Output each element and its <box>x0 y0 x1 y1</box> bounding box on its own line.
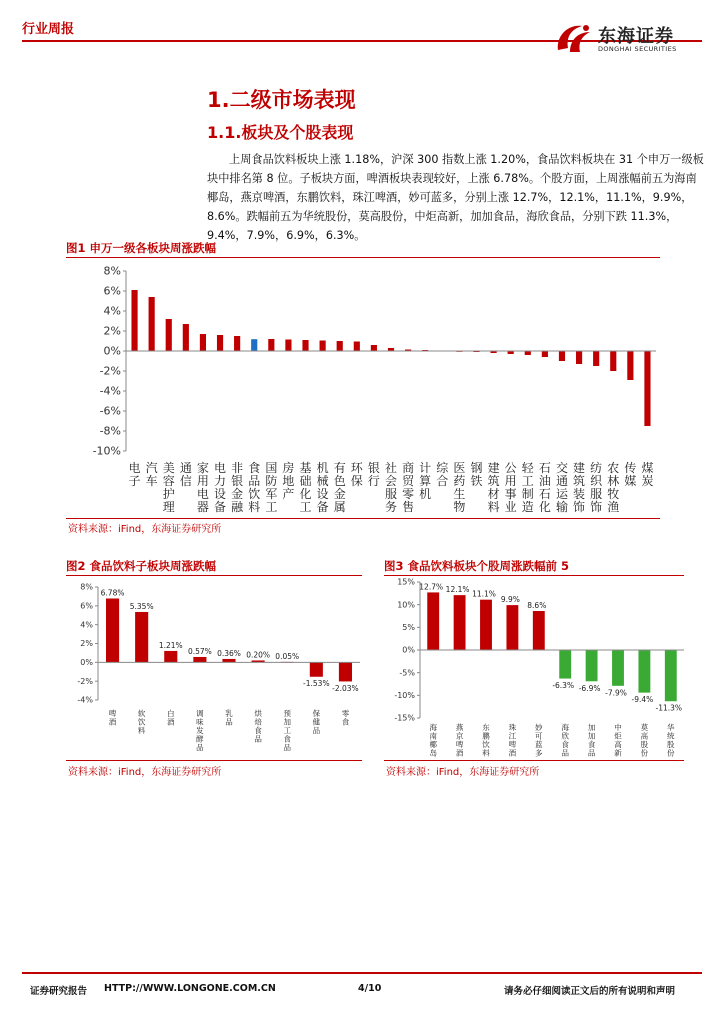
bar-白酒 <box>164 651 177 662</box>
category-label-char: 料 <box>482 748 490 758</box>
category-label-char: 饰 <box>590 500 603 514</box>
footer-page-number: 4/10 <box>358 983 382 994</box>
category-label-char: 工 <box>283 726 291 735</box>
category-label-char: 多 <box>535 748 543 758</box>
y-tick-label: 2% <box>103 324 121 338</box>
bar-燕京啤酒 <box>454 595 466 650</box>
bar-妙可蓝多 <box>533 611 545 650</box>
y-tick-label: -4% <box>77 695 93 705</box>
bar-环保 <box>354 342 360 352</box>
category-label-char: 农 <box>607 461 620 475</box>
data-label: 0.36% <box>217 648 241 658</box>
category-label-char: 品 <box>254 734 262 744</box>
category-label-char: 啤 <box>455 740 464 749</box>
category-label-char: 南 <box>429 731 437 741</box>
category-label-char: 轻 <box>521 461 534 475</box>
bar-莫高股份 <box>638 650 650 693</box>
bar-轻工制造 <box>525 351 531 355</box>
category-label-char: 焙 <box>254 717 262 727</box>
bar-基础化工 <box>302 340 308 351</box>
category-label-char: 华 <box>667 723 675 732</box>
figure3-source-rule <box>384 760 684 761</box>
category-label-char: 产 <box>282 487 295 501</box>
category-label-char: 品 <box>561 748 569 758</box>
category-label-char: 容 <box>162 474 175 488</box>
category-label-char: 织 <box>590 474 603 488</box>
category-label-char: 备 <box>214 500 227 514</box>
category-label-char: 饰 <box>573 500 586 514</box>
category-label-char: 美 <box>162 461 175 475</box>
category-label-char: 加 <box>283 717 291 727</box>
category-label-char: 海 <box>429 723 437 732</box>
y-tick-label: -10% <box>394 691 415 700</box>
footer-divider <box>22 972 702 974</box>
category-label-char: 蓝 <box>535 740 543 749</box>
category-label-char: 防 <box>265 474 278 488</box>
category-label-char: 妙 <box>535 723 543 732</box>
category-label-char: 化 <box>538 500 551 514</box>
category-label-char: 股 <box>640 740 649 749</box>
category-label-char: 军 <box>265 487 278 501</box>
data-label: 6.78% <box>100 588 125 598</box>
category-label-char: 汽 <box>145 461 158 475</box>
bar-煤炭 <box>644 351 650 426</box>
category-label-char: 食 <box>587 740 596 749</box>
category-label-char: 备 <box>316 500 329 514</box>
category-label-char: 商 <box>402 461 415 475</box>
category-label-char: 烘 <box>254 709 262 718</box>
category-label-char: 岛 <box>429 748 437 758</box>
category-label-char: 饮 <box>482 740 490 749</box>
data-label: 12.1% <box>445 585 470 595</box>
category-label-char: 器 <box>196 500 209 514</box>
y-tick-label: 4% <box>80 620 93 630</box>
category-label-char: 酵 <box>196 734 204 744</box>
bar-保健品 <box>310 662 323 676</box>
category-label-char: 力 <box>214 474 227 488</box>
category-label-char: 健 <box>312 717 321 727</box>
footer-website-link[interactable]: HTTP://WWW.LONGONE.COM.CN <box>104 983 276 994</box>
bar-建筑装饰 <box>576 351 582 364</box>
data-label: -11.3% <box>655 703 683 713</box>
category-label-char: 品 <box>196 743 204 752</box>
bar-汽车 <box>149 297 155 351</box>
y-tick-label: -2% <box>99 364 121 378</box>
category-label-char: 乳 <box>225 709 233 718</box>
figure2-source-rule <box>66 760 362 761</box>
category-label-char: 份 <box>667 748 675 758</box>
category-label-char: 子 <box>128 474 141 488</box>
category-label-char: 加 <box>587 723 596 732</box>
bar-家用电器 <box>200 334 206 351</box>
category-label-char: 啤 <box>108 709 117 718</box>
category-label-char: 筑 <box>487 474 500 488</box>
figure2-title-rule <box>66 575 362 576</box>
category-label-char: 础 <box>299 474 312 488</box>
category-label-char: 设 <box>316 487 329 501</box>
category-label-char: 造 <box>521 500 534 514</box>
y-tick-label: 5% <box>402 623 415 632</box>
bar-加加食品 <box>586 650 598 681</box>
y-tick-label: 6% <box>80 601 93 611</box>
category-label-char: 炬 <box>614 731 622 741</box>
category-label-char: 燕 <box>455 723 464 732</box>
bar-通信 <box>183 324 189 351</box>
data-label: -6.9% <box>578 683 601 693</box>
category-label-char: 环 <box>350 461 363 475</box>
data-label: -9.4% <box>631 695 654 705</box>
category-label-char: 电 <box>128 461 141 475</box>
category-label-char: 金 <box>333 487 346 501</box>
y-tick-label: -8% <box>99 424 121 438</box>
category-label-char: 设 <box>214 487 227 501</box>
data-label: -1.53% <box>303 679 330 689</box>
footer-report-label: 证券研究报告 <box>30 986 88 997</box>
category-label-char: 械 <box>316 474 329 488</box>
bar-国防军工 <box>268 339 274 351</box>
category-label-char: 料 <box>248 500 261 514</box>
category-label-char: 理 <box>162 500 175 514</box>
category-label-char: 品 <box>248 474 261 488</box>
category-label-char: 工 <box>265 500 278 514</box>
category-label-char: 电 <box>214 461 227 475</box>
data-label: 0.05% <box>275 651 300 661</box>
y-tick-label: 8% <box>103 264 121 278</box>
category-label-char: 制 <box>521 487 534 501</box>
subsection-heading: 1.1.板块及个股表现 <box>207 123 354 142</box>
chart-subsector-weekly-change <box>66 578 366 758</box>
data-label: 0.20% <box>246 650 271 660</box>
data-label: 12.7% <box>419 582 444 592</box>
bar-中炬高新 <box>612 650 624 686</box>
category-label-char: 渔 <box>607 500 620 514</box>
data-label: -2.03% <box>332 683 359 693</box>
category-label-char: 珠 <box>508 723 517 732</box>
y-tick-label: -10% <box>92 444 121 458</box>
section-heading: 1.二级市场表现 <box>207 88 356 112</box>
category-label-char: 白 <box>167 709 175 718</box>
bar-石油石化 <box>542 351 548 357</box>
figure3-title: 图3 食品饮料板块个股周涨跌幅前 5 <box>384 559 570 573</box>
category-label-char: 输 <box>555 500 568 514</box>
category-label-char: 生 <box>453 487 466 501</box>
category-label-char: 食 <box>341 717 350 727</box>
category-label-char: 用 <box>504 474 517 488</box>
bar-东鹏饮料 <box>480 600 492 650</box>
y-tick-label: -2% <box>77 676 93 686</box>
category-label-char: 煤 <box>641 461 654 475</box>
category-label-char: 可 <box>535 731 543 741</box>
category-label-char: 软 <box>137 709 146 718</box>
category-label-char: 机 <box>316 461 329 475</box>
category-label-char: 通 <box>179 461 192 475</box>
category-label-char: 色 <box>333 474 346 488</box>
bar-珠江啤酒 <box>506 605 518 650</box>
logo-english-text: DONGHAI SECURITIES <box>598 45 677 53</box>
category-label-char: 牧 <box>607 487 620 501</box>
category-label-char: 计 <box>419 461 432 475</box>
category-label-char: 建 <box>573 461 586 475</box>
y-tick-label: 4% <box>103 304 121 318</box>
category-label-char: 算 <box>419 474 432 488</box>
bar-交通运输 <box>559 351 565 361</box>
bar-啤酒 <box>106 598 119 662</box>
category-label-char: 预 <box>283 709 291 718</box>
category-label-char: 银 <box>367 461 380 475</box>
chart-sector-weekly-change <box>66 260 666 516</box>
y-tick-label: 6% <box>103 284 121 298</box>
category-label-char: 银 <box>231 474 244 488</box>
bar-非银金融 <box>234 336 240 351</box>
category-label-char: 交 <box>555 461 568 475</box>
category-label-char: 中 <box>614 723 622 732</box>
y-tick-label: 0% <box>80 658 93 667</box>
category-label-char: 筑 <box>573 474 586 488</box>
y-tick-label: 0% <box>103 344 121 358</box>
bar-华统股份 <box>665 650 677 701</box>
category-label-char: 国 <box>265 461 278 475</box>
data-label: -7.9% <box>605 688 627 698</box>
category-label-char: 地 <box>282 474 295 488</box>
category-label-char: 东 <box>482 723 490 732</box>
figure1-title: 图1 申万一级各板块周涨跌幅 <box>66 241 217 255</box>
category-label-char: 事 <box>504 487 517 501</box>
category-label-char: 油 <box>538 474 551 488</box>
category-label-char: 材 <box>487 487 500 501</box>
data-label: 1.21% <box>158 640 183 650</box>
category-label-char: 媒 <box>624 474 637 488</box>
category-label-char: 椰 <box>429 740 437 749</box>
category-label-char: 护 <box>162 487 175 501</box>
category-label-char: 贸 <box>402 474 415 488</box>
category-label-char: 调 <box>196 709 204 718</box>
data-label: 5.35% <box>129 601 154 611</box>
category-label-char: 社 <box>384 461 398 475</box>
category-label-char: 品 <box>587 748 596 758</box>
bar-纺织服饰 <box>593 351 599 366</box>
figure2-source: 资料来源：iFind，东海证券研究所 <box>68 767 222 778</box>
bar-零食 <box>339 662 352 681</box>
bar-食品饮料 <box>251 339 257 351</box>
data-label: 11.1% <box>472 589 496 599</box>
category-label-char: 统 <box>667 731 675 741</box>
category-label-char: 非 <box>231 461 244 475</box>
category-label-char: 发 <box>196 726 204 735</box>
category-label-char: 高 <box>640 731 649 741</box>
bar-房地产 <box>285 340 291 352</box>
y-tick-label: 2% <box>80 639 93 649</box>
category-label-char: 行 <box>367 474 380 488</box>
category-label-char: 品 <box>225 717 233 727</box>
y-tick-label: 0% <box>402 645 415 655</box>
category-label-char: 业 <box>504 500 517 514</box>
category-label-char: 会 <box>384 474 398 488</box>
category-label-char: 用 <box>196 474 209 488</box>
category-label-char: 品 <box>283 743 291 752</box>
report-type-label: 行业周报 <box>22 22 75 37</box>
bar-美容护理 <box>166 319 172 351</box>
category-label-char: 保 <box>350 474 363 488</box>
category-label-char: 属 <box>333 500 346 514</box>
figure1-title-rule <box>66 257 660 258</box>
category-label-char: 啤 <box>508 740 517 749</box>
bar-银行 <box>371 345 377 351</box>
category-label-char: 服 <box>384 487 398 501</box>
bar-传媒 <box>627 351 633 380</box>
category-label-char: 石 <box>538 461 551 475</box>
figure2-title: 图2 食品饮料子板块周涨跌幅 <box>66 559 217 573</box>
category-label-char: 料 <box>137 726 146 735</box>
bar-机械设备 <box>320 341 326 352</box>
bar-海南椰岛 <box>427 592 439 650</box>
category-label-char: 林 <box>607 474 620 488</box>
category-label-char: 食 <box>283 734 291 744</box>
category-label-char: 品 <box>312 726 321 735</box>
category-label-char: 房 <box>282 461 295 475</box>
category-label-char: 化 <box>299 487 312 501</box>
bar-电力设备 <box>217 335 223 351</box>
logo-chinese-text: 东海证券 <box>598 26 674 47</box>
category-label-char: 欣 <box>561 731 569 741</box>
category-label-char: 电 <box>196 487 209 501</box>
category-label-char: 融 <box>231 500 244 514</box>
category-label-char: 物 <box>453 500 466 514</box>
data-label: 0.57% <box>187 646 212 656</box>
category-label-char: 合 <box>436 474 449 488</box>
category-label-char: 酒 <box>108 717 117 727</box>
data-label: 9.9% <box>500 595 520 605</box>
category-label-char: 加 <box>587 731 596 741</box>
category-label-char: 酒 <box>167 717 175 727</box>
category-label-char: 莫 <box>640 723 649 732</box>
category-label-char: 装 <box>573 487 586 501</box>
data-label: 8.6% <box>527 601 547 611</box>
y-tick-label: -15% <box>394 713 415 723</box>
category-label-char: 酒 <box>455 748 464 758</box>
category-label-char: 传 <box>624 461 637 475</box>
category-label-char: 工 <box>299 500 312 514</box>
category-label-char: 京 <box>455 731 464 741</box>
category-label-char: 保 <box>312 709 321 718</box>
bar-有色金属 <box>337 341 343 351</box>
category-label-char: 有 <box>333 461 346 475</box>
bar-海欣食品 <box>559 650 571 679</box>
category-label-char: 新 <box>614 748 622 758</box>
category-label-char: 建 <box>487 461 500 475</box>
category-label-char: 综 <box>436 461 449 475</box>
category-label-char: 食 <box>248 461 261 475</box>
figure1-source: 资料来源：iFind，东海证券研究所 <box>68 524 222 535</box>
category-label-char: 工 <box>521 474 534 488</box>
category-label-char: 铁 <box>470 474 483 488</box>
y-tick-label: -4% <box>99 384 121 398</box>
category-label-char: 信 <box>179 474 192 488</box>
category-label-char: 钢 <box>470 461 483 475</box>
data-label: -6.3% <box>552 681 575 691</box>
y-tick-label: 8% <box>80 582 93 592</box>
category-label-char: 味 <box>196 717 204 727</box>
category-label-char: 海 <box>561 723 569 732</box>
figure3-source: 资料来源：iFind，东海证券研究所 <box>386 767 540 778</box>
bar-调味发酵品 <box>193 657 206 662</box>
body-paragraph: 上周食品饮料板块上涨 1.18%，沪深 300 指数上涨 1.20%，食品饮料板块在 31 个申万一级板块中排名第 8 位。子板块方面，啤酒板块表现较好，上涨 6.78%。个股方面，上周涨幅前五为海南椰岛，燕京啤酒，东鹏饮料，珠江啤酒，妙可蓝多，分别上涨 12.7%，12.1%，11.1%，9.9%，8.6%。跌幅前五为华统股份，莫高股份，中炬高新，加加食品，海欣食品，分别下跌 11.3%，9.4%，7.9%，6.9%，6.3%。 <box>207 153 704 242</box>
category-label-char: 江 <box>508 731 517 741</box>
bar-农林牧渔 <box>610 351 616 371</box>
category-label-char: 纺 <box>590 461 603 475</box>
category-label-char: 通 <box>555 474 568 488</box>
category-label-char: 服 <box>590 487 603 501</box>
y-tick-label: -6% <box>99 404 121 418</box>
category-label-char: 务 <box>384 500 398 514</box>
y-tick-label: -5% <box>399 668 415 678</box>
y-tick-label: 10% <box>397 600 415 610</box>
category-label-char: 医 <box>453 461 466 475</box>
category-label-char: 零 <box>341 709 350 718</box>
bar-电子 <box>131 290 137 351</box>
category-label-char: 石 <box>538 487 551 501</box>
category-label-char: 金 <box>231 487 244 501</box>
figure1-source-rule <box>66 518 660 519</box>
category-label-char: 机 <box>419 487 432 501</box>
category-label-char: 鹏 <box>482 731 490 741</box>
category-label-char: 运 <box>555 487 568 501</box>
category-label-char: 股 <box>667 740 675 749</box>
category-label-char: 家 <box>196 461 209 475</box>
category-label-char: 食 <box>254 726 262 735</box>
category-label-char: 酒 <box>508 748 517 758</box>
category-label-char: 高 <box>614 740 622 749</box>
bar-软饮料 <box>135 612 148 662</box>
category-label-char: 基 <box>299 461 312 475</box>
category-label-char: 药 <box>453 474 466 488</box>
category-label-char: 售 <box>402 500 415 514</box>
chart-top-stocks-weekly-change <box>384 576 694 760</box>
category-label-char: 车 <box>145 474 158 488</box>
category-label-char: 食 <box>561 740 569 749</box>
category-label-char: 炭 <box>641 474 654 488</box>
category-label-char: 饮 <box>137 717 146 727</box>
category-label-char: 零 <box>402 487 415 501</box>
category-label-char: 份 <box>640 748 649 758</box>
category-label-char: 料 <box>487 500 500 514</box>
bar-乳品 <box>222 659 235 662</box>
category-label-char: 公 <box>504 461 517 475</box>
footer-disclaimer: 请务必仔细阅读正文后的所有说明和声明 <box>504 986 676 997</box>
y-tick-label: 15% <box>397 577 415 587</box>
category-label-char: 饮 <box>248 487 261 501</box>
